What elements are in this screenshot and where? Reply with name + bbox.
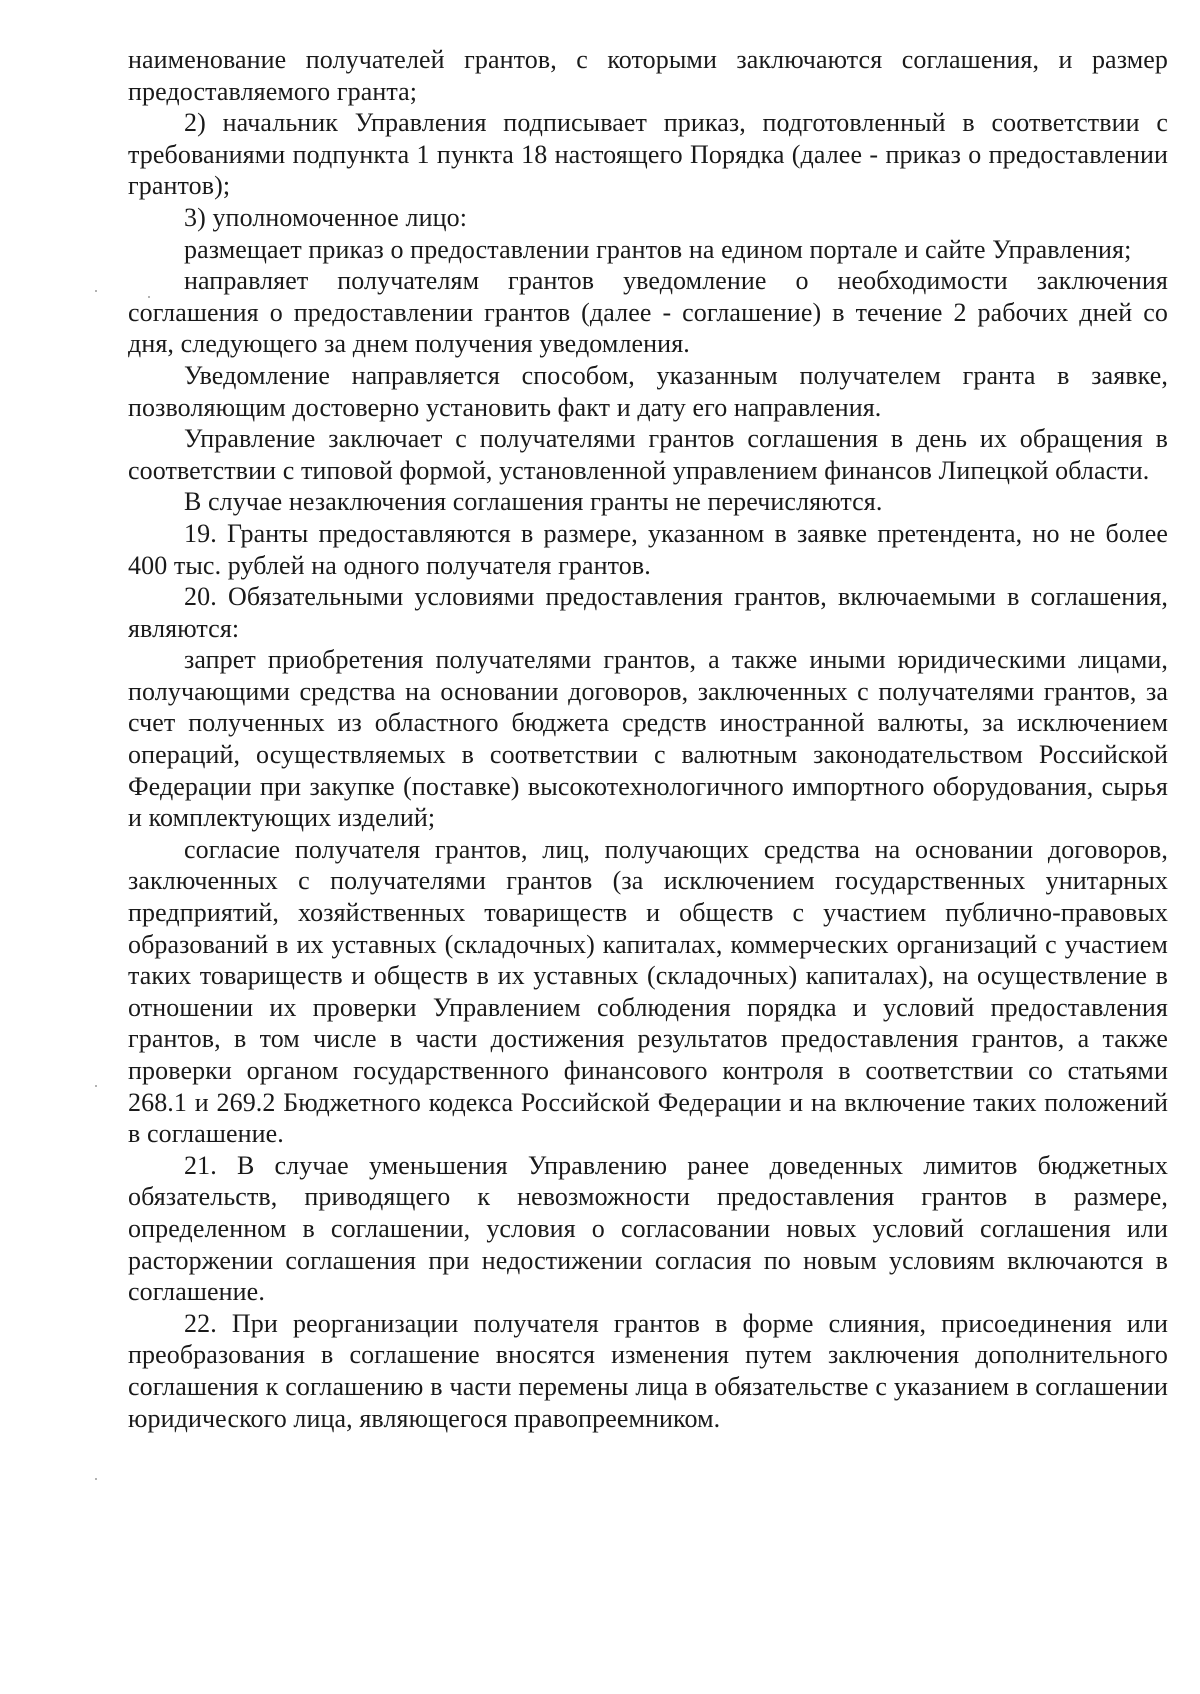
paragraph-22-reorganization: 22. При реорганизации получателя грантов в форме слияния, присоединения или преобразования в соглашение вносятся изменения путем заключения дополнительного соглашения к соглашению в части перемены лица в обязательстве с указанием в соглашении юридического лица, являющегося правопреемником. bbox=[128, 1308, 1168, 1433]
scan-speck bbox=[95, 1085, 97, 1087]
paragraph-head-signs-order: 2) начальник Управления подписывает приказ, подготовленный в соответствии с требованиями подпункта 1 пункта 18 настоящего Порядка (далее - приказ о предоставлении грантов); bbox=[128, 108, 1168, 201]
paragraph-grant-recipients-list: наименование получателей грантов, с которыми заключаются соглашения, и размер предоставляемого гранта; bbox=[128, 45, 1168, 106]
paragraph-currency-prohibition: запрет приобретения получателями грантов, а также иными юридическими лицами, получающими средства на основании договоров, заключенных с получателями грантов, за счет полученных из областного бюджета средств иностранной валюты, за исключением операций, осуществляемых в соответствии с валютным законодательством Российской Федерации при закупке (поставке) высокотехнологичного импортного оборудования, сырья и комплектующих изделий; bbox=[128, 645, 1168, 833]
paragraph-20-mandatory-conditions: 20. Обязательными условиями предоставления грантов, включаемыми в соглашения, являются: bbox=[128, 582, 1168, 643]
paragraph-publishes-order: размещает приказ о предоставлении грантов на едином портале и сайте Управления; bbox=[184, 234, 1132, 264]
paragraph-19-grant-amount: 19. Гранты предоставляются в размере, указанном в заявке претендента, но не более 400 тыс. рублей на одного получателя грантов. bbox=[128, 518, 1168, 580]
paragraph-consent-to-inspection: согласие получателя грантов, лиц, получающих средства на основании договоров, заключенных с получателями грантов (за исключением государственных унитарных предприятий, хозяйственных товариществ и обществ с участием публично-правовых образований в их уставных (складочных) капиталах, коммерческих организаций с участием таких товариществ и обществ в их уставных (складочных) капиталах), на осуществление в отношении их проверки Управлением соблюдения порядка и условий предоставления грантов, в том числе в части достижения результатов предоставления грантов, а также проверки органом государственного финансового контроля в соответствии со статьями 268.1 и 269.2 Бюджетного кодекса Российской Федерации и на включение таких положений в соглашение. bbox=[128, 834, 1168, 1149]
paragraph-sends-notification: направляет получателям грантов уведомление о необходимости заключения соглашения о предоставлении грантов (далее - соглашение) в течение 2 рабочих дней со дня, следующего за днем получения уведомления. bbox=[128, 266, 1168, 359]
paragraph-agreement-concluded: Управление заключает с получателями грантов соглашения в день их обращения в соответствии с типовой формой, установленной управлением финансов Липецкой области. bbox=[128, 424, 1168, 485]
paragraph-21-limits-reduction: 21. В случае уменьшения Управлению ранее доведенных лимитов бюджетных обязательств, приводящего к невозможности предоставления грантов в размере, определенном в соглашении, условия о согласовании новых условий соглашения или расторжении соглашения при недостижении согласия по новым условиям включаются в соглашение. bbox=[128, 1150, 1168, 1307]
paragraph-notification-method: Уведомление направляется способом, указанным получателем гранта в заявке, позволяющим достоверно установить факт и дату его направления. bbox=[128, 360, 1168, 422]
document-body bbox=[128, 44, 1168, 1434]
scan-speck bbox=[95, 1478, 97, 1480]
paragraph-no-agreement: В случае незаключения соглашения гранты не перечисляются. bbox=[184, 487, 883, 517]
paragraph-authorized-person: 3) уполномоченное лицо: bbox=[184, 202, 468, 232]
scan-speck bbox=[95, 290, 97, 292]
